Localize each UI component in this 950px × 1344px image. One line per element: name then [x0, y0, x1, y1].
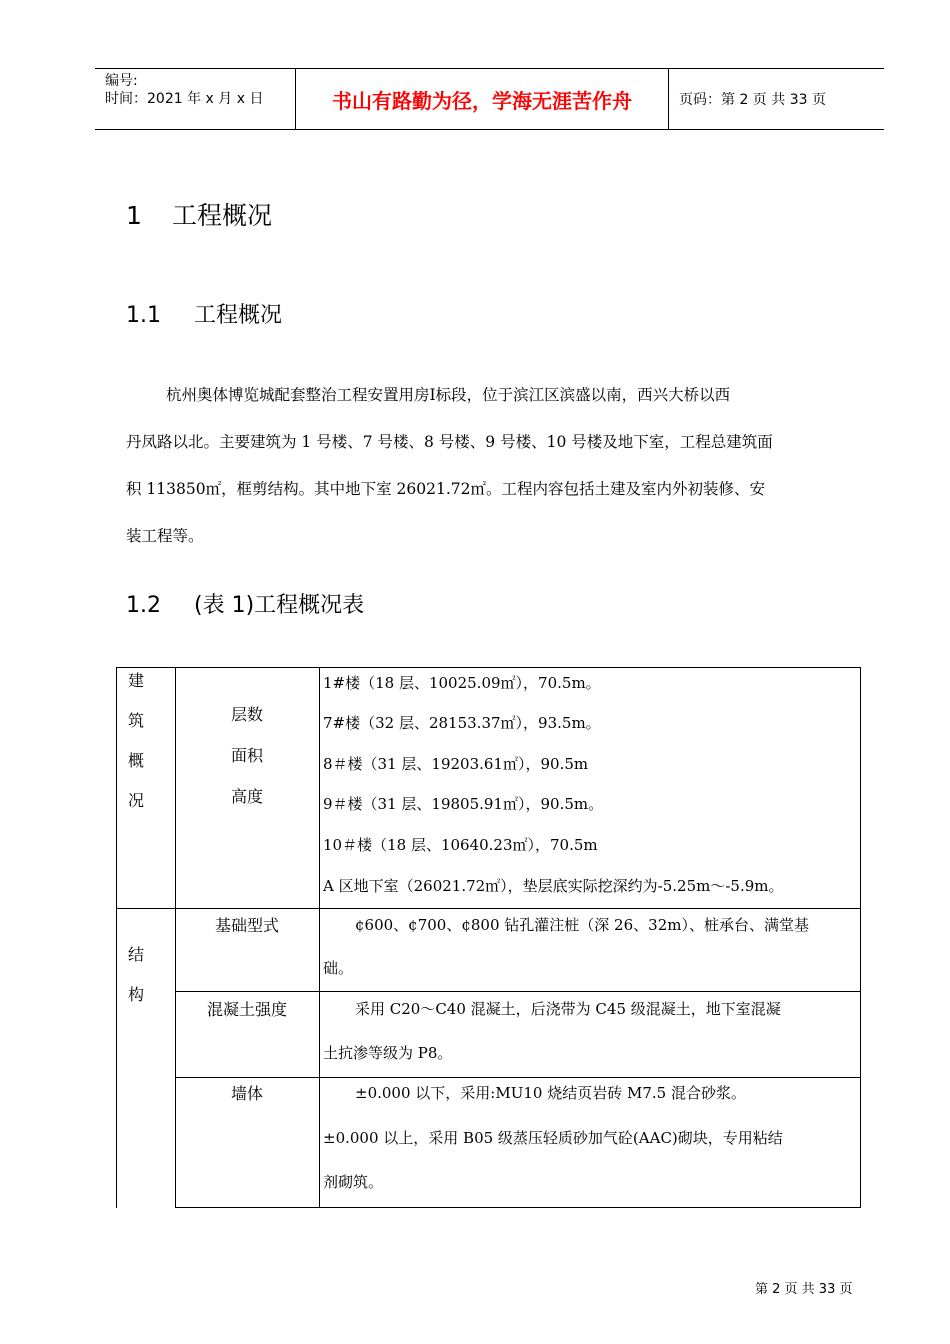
table-border — [116, 667, 861, 668]
header-motto: 书山有路勤为径，学海无涯苦作舟 — [296, 69, 669, 129]
building-line: 10＃楼（18 层、10640.23㎡），70.5m — [323, 836, 598, 854]
building-line: 8＃楼（31 层、19203.61㎡），90.5m — [323, 755, 589, 773]
table-border — [319, 667, 320, 1208]
wall-line: 剂砌筑。 — [323, 1173, 384, 1191]
structure-group-label — [126, 935, 146, 1015]
group-char: 建 — [127, 671, 144, 690]
section-1-title: 工程概况 — [172, 201, 273, 230]
concrete-line: 土抗渗等级为 P8。 — [323, 1044, 453, 1062]
paragraph-line: 积 113850㎡，框剪结构。其中地下室 26021.72㎡。工程内容包括土建及室内外初装修、安 — [126, 480, 765, 498]
concrete-label: 混凝土强度 — [206, 1000, 287, 1019]
overview-paragraph — [126, 372, 856, 560]
building-line: 9＃楼（31 层、19805.91㎡），90.5m。 — [323, 795, 604, 813]
section-1-2-title: (表 1)工程概况表 — [194, 593, 365, 618]
group-char: 结 — [127, 945, 144, 964]
paragraph-line: 装工程等。 — [126, 527, 204, 545]
section-1-heading — [126, 196, 272, 232]
page-header — [95, 68, 884, 130]
table-border — [116, 908, 861, 909]
foundation-line: 础。 — [323, 959, 354, 977]
group-char: 构 — [127, 985, 144, 1004]
page-footer: 第 2 页 共 33 页 — [755, 1282, 853, 1297]
building-label-area: 面积 — [230, 746, 263, 765]
wall-line: ±0.000 以下，采用:MU10 烧结页岩砖 M7.5 混合砂浆。 — [355, 1084, 746, 1102]
building-line: 1#楼（18 层、10025.09㎡），70.5m。 — [323, 674, 601, 692]
section-1-1-title: 工程概况 — [194, 303, 283, 328]
building-label-floors: 层数 — [230, 705, 263, 724]
paragraph-line: 丹凤路以北。主要建筑为 1 号楼、7 号楼、8 号楼、9 号楼、10 号楼及地下室，工程总建筑面 — [126, 433, 773, 451]
group-char: 概 — [127, 751, 144, 770]
table-border — [175, 1077, 861, 1078]
header-meta — [95, 69, 296, 129]
building-label-height: 高度 — [230, 787, 263, 806]
section-1-1-heading — [126, 298, 282, 329]
time-label: 时间：2021 年 x 月 x 日 — [105, 91, 264, 107]
table-border — [860, 667, 861, 1208]
overview-table — [116, 667, 861, 1208]
building-line: A 区地下室（26021.72㎡），垫层底实际挖深约为-5.25m～-5.9m。 — [323, 877, 784, 895]
section-1-2-number: 1.2 — [126, 593, 161, 618]
group-char: 况 — [127, 791, 144, 810]
section-1-1-number: 1.1 — [126, 303, 161, 328]
section-1-2-heading — [126, 588, 364, 619]
number-label: 编号: — [105, 73, 138, 89]
table-border — [116, 667, 117, 1208]
table-border — [175, 991, 861, 992]
foundation-label: 基础型式 — [214, 916, 279, 935]
wall-label: 墙体 — [230, 1084, 263, 1103]
table-border — [175, 1207, 861, 1208]
group-char: 筑 — [127, 711, 144, 730]
foundation-line: ¢600、¢700、¢800 钻孔灌注桩（深 26、32m）、桩承台、满堂基 — [355, 916, 809, 934]
wall-line: ±0.000 以上，采用 B05 级蒸压轻质砂加气砼(AAC)砌块，专用粘结 — [323, 1129, 783, 1147]
concrete-line: 采用 C20～C40 混凝土，后浇带为 C45 级混凝土，地下室混凝 — [355, 1000, 781, 1018]
building-line: 7#楼（32 层、28153.37㎡），93.5m。 — [323, 714, 601, 732]
building-group-label — [126, 661, 146, 821]
section-1-number: 1 — [126, 201, 142, 230]
paragraph-line: 杭州奥体博览城配套整治工程安置用房I标段，位于滨江区滨盛以南，西兴大桥以西 — [166, 386, 731, 404]
header-page-label: 页码：第 2 页 共 33 页 — [679, 92, 826, 108]
